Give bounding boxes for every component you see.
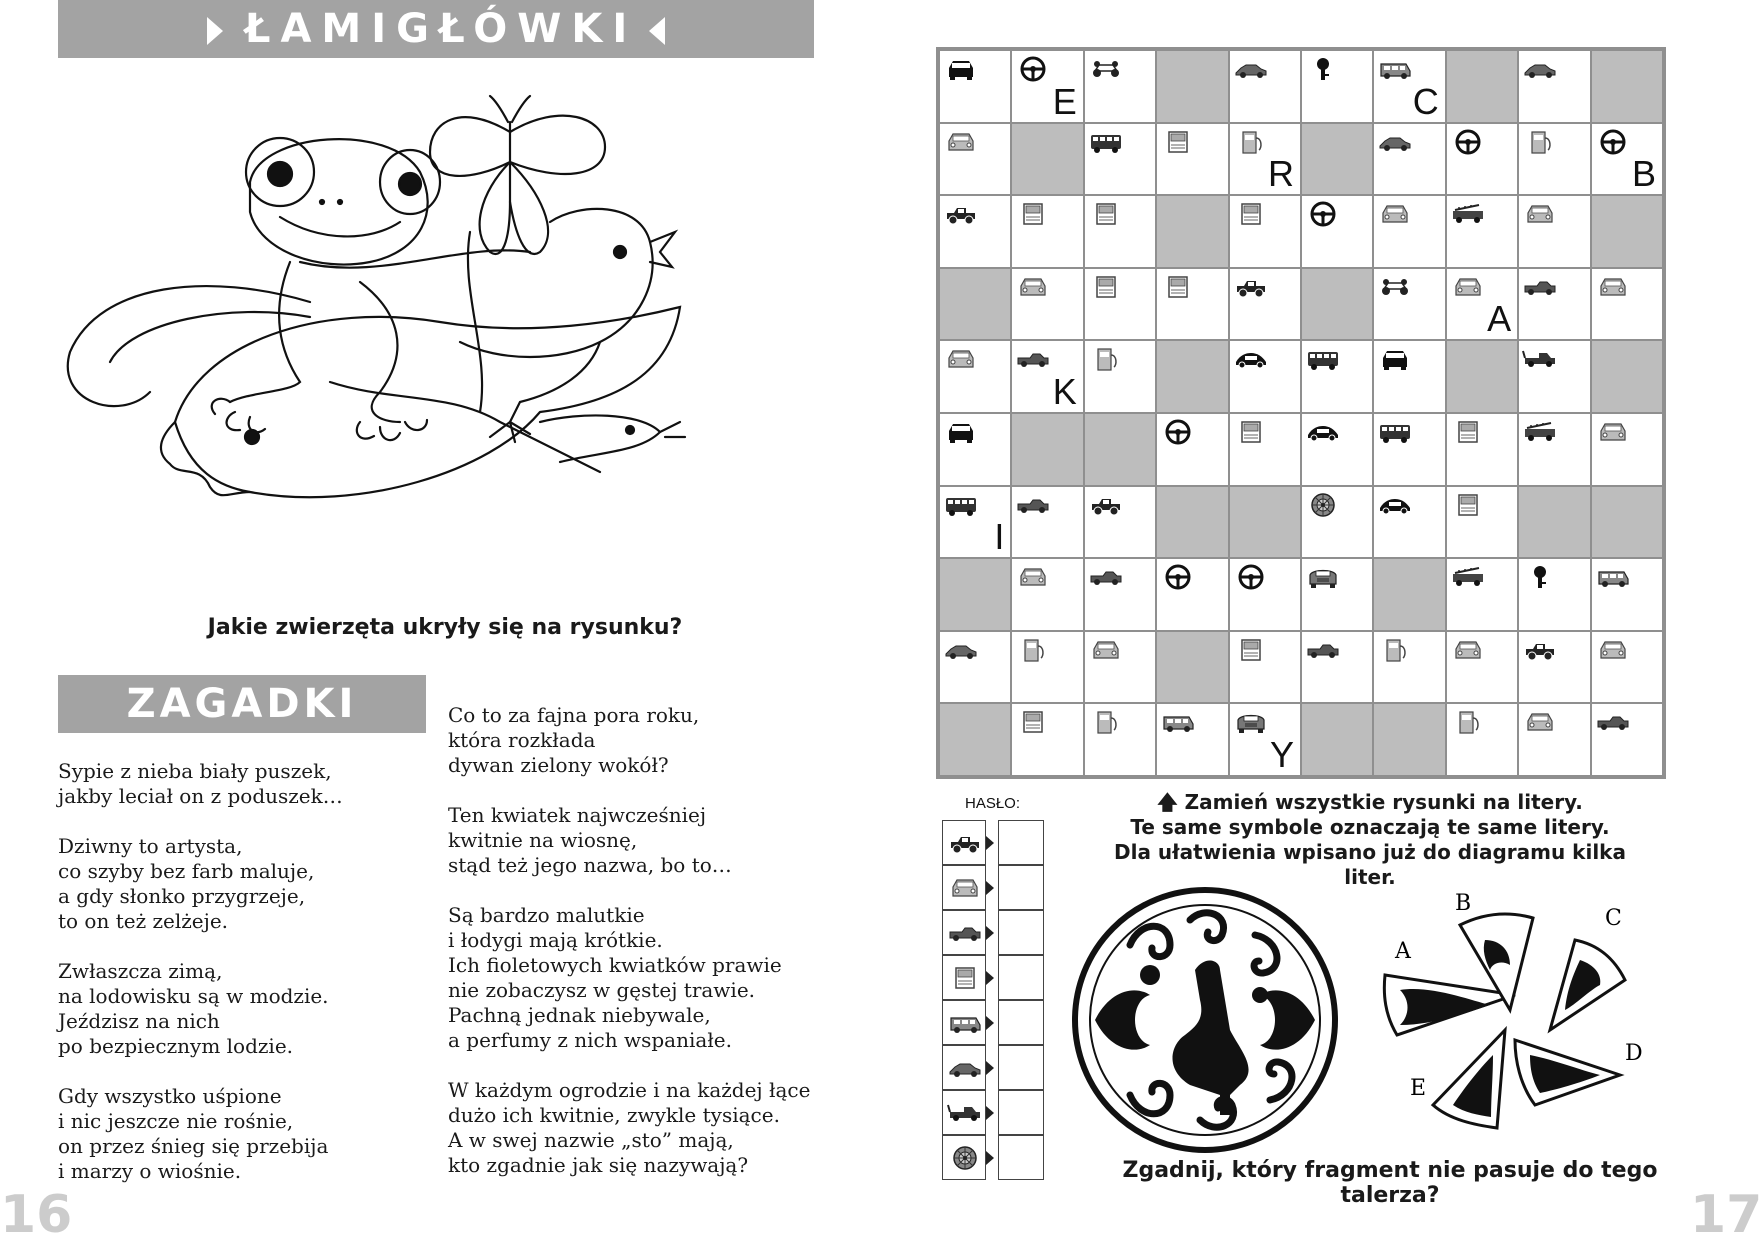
car-front-light-icon: [1016, 565, 1050, 589]
grid-cell-shaded: [1085, 414, 1155, 485]
truck-front-icon: [1016, 710, 1050, 734]
password-letter-box[interactable]: [998, 910, 1044, 955]
arrow-right-icon: [986, 971, 994, 985]
grid-cell: [1519, 414, 1589, 485]
grid-cell: [1085, 704, 1155, 775]
fuel-pump-icon: [1378, 638, 1412, 662]
old-car-icon: [1234, 710, 1268, 734]
jeep-icon: [1523, 638, 1557, 662]
plate-fragments: [1375, 880, 1685, 1140]
car-front-light-icon: [944, 347, 978, 371]
grid-cell-shaded: [1302, 124, 1372, 195]
grid-cell: [940, 414, 1010, 485]
triangle-left-icon: [649, 17, 665, 45]
password-symbol: [942, 910, 986, 955]
grid-letter: B: [1631, 153, 1656, 195]
rim-icon: [947, 1146, 983, 1170]
grid-cell: [1447, 414, 1517, 485]
grid-cell: [1302, 487, 1372, 558]
wheel-icon: [1234, 565, 1268, 589]
grid-cell-shaded: [1157, 632, 1227, 703]
grid-cell: [1012, 51, 1082, 122]
sedan-icon: [1523, 57, 1557, 81]
grid-cell: [1085, 487, 1155, 558]
truck-front-icon: [1161, 130, 1195, 154]
car-front-dark-icon: [944, 420, 978, 444]
pickup-icon: [1089, 565, 1123, 589]
grid-cell: [1447, 704, 1517, 775]
password-letter-box[interactable]: [998, 820, 1044, 865]
van-icon: [1161, 710, 1195, 734]
pickup-icon: [1016, 347, 1050, 371]
instruction-line: Dla ułatwienia wpisano już do diagramu kilka liter.: [1114, 840, 1626, 889]
pickup-icon: [1596, 710, 1630, 734]
password-row: [942, 820, 1044, 865]
rim-icon: [1306, 493, 1340, 517]
riddles-title: ZAGADKI: [58, 675, 426, 733]
instruction-line: Te same symbole oznaczają te same litery.: [1130, 815, 1610, 839]
grid-cell: [1374, 51, 1444, 122]
wheel-icon: [1016, 57, 1050, 81]
old-car-icon: [1306, 565, 1340, 589]
car-front-light-icon: [1523, 710, 1557, 734]
race-car-icon: [1306, 420, 1340, 444]
sedan-icon: [947, 1056, 983, 1080]
grid-cell: [1302, 341, 1372, 412]
password-letter-box[interactable]: [998, 1045, 1044, 1090]
password-row: [942, 1045, 1044, 1090]
grid-cell: [1230, 196, 1300, 267]
bus-icon: [1089, 130, 1123, 154]
car-front-dark-icon: [944, 57, 978, 81]
fuel-pump-icon: [1451, 710, 1485, 734]
grid-letter: K: [1052, 370, 1077, 412]
grid-cell: [1519, 124, 1589, 195]
grid-cell: [1447, 559, 1517, 630]
password-letter-box[interactable]: [998, 955, 1044, 1000]
car-front-light-icon: [1596, 275, 1630, 299]
truck-front-icon: [1234, 202, 1268, 226]
grid-cell-shaded: [1592, 487, 1662, 558]
grid-cell: [1447, 487, 1517, 558]
riddles-right-column: [448, 703, 828, 1203]
grid-letter: C: [1412, 80, 1439, 122]
grid-cell: [1302, 51, 1372, 122]
password-letter-box[interactable]: [998, 1000, 1044, 1045]
grid-cell: [1085, 632, 1155, 703]
grid-cell-shaded: [1592, 51, 1662, 122]
car-front-light-icon: [1596, 638, 1630, 662]
key-icon: [1306, 57, 1340, 81]
grid-cell: [1592, 269, 1662, 340]
grid-cell-shaded: [1157, 196, 1227, 267]
wheel-icon: [1451, 130, 1485, 154]
car-front-light-icon: [947, 876, 983, 900]
grid-cell: [940, 196, 1010, 267]
grid-cell-shaded: [1374, 704, 1444, 775]
password-row: [942, 1000, 1044, 1045]
page-title: ŁAMIGŁÓWKI: [244, 6, 638, 52]
grid-cell-shaded: [1157, 487, 1227, 558]
password-row: [942, 1090, 1044, 1135]
password-column: [942, 820, 1044, 1180]
race-car-icon: [1234, 347, 1268, 371]
grid-cell: [1519, 269, 1589, 340]
password-label: HASŁO:: [965, 795, 1021, 812]
grid-cell: [1592, 124, 1662, 195]
grid-cell: [1374, 124, 1444, 195]
password-symbol: [942, 820, 986, 865]
jeep-icon: [1089, 493, 1123, 517]
grid-cell: [1230, 632, 1300, 703]
riddle: Sypie z nieba biały puszek, jakby leciał on z poduszek…: [58, 759, 343, 808]
car-front-light-icon: [1451, 275, 1485, 299]
grid-cell: [1230, 704, 1300, 775]
sedan-icon: [1378, 130, 1412, 154]
arrow-right-icon: [986, 836, 994, 850]
password-letter-box[interactable]: [998, 1135, 1044, 1180]
plate-question: Zgadnij, który fragment nie pasuje do tego talerza?: [1122, 1158, 1658, 1208]
truck-front-icon: [1234, 638, 1268, 662]
pickup-icon: [947, 921, 983, 945]
riddle: Są bardzo malutkie i łodygi mają krótkie. Ich fioletowych kwiatków prawie nie zobaczysz w gęstej trawie. Pachną jednak niebywale, a perfumy z nich wspaniałe.: [448, 903, 782, 1052]
grid-cell-shaded: [1157, 51, 1227, 122]
grid-cell: [1374, 632, 1444, 703]
password-symbol: [942, 1045, 986, 1090]
car-front-light-icon: [1451, 638, 1485, 662]
grid-cell: [1085, 124, 1155, 195]
grid-cell: [1447, 632, 1517, 703]
grid-cell-shaded: [940, 704, 1010, 775]
grid-cell: [1157, 559, 1227, 630]
password-row: [942, 865, 1044, 910]
truck-front-icon: [947, 966, 983, 990]
password-symbol: [942, 1090, 986, 1135]
grid-letter: Y: [1269, 733, 1294, 775]
grid-letter: A: [1487, 298, 1512, 340]
grid-cell: [1012, 704, 1082, 775]
grid-cell-shaded: [1447, 341, 1517, 412]
grid-cell-shaded: [940, 269, 1010, 340]
password-symbol: [942, 865, 986, 910]
grid-cell-shaded: [1230, 487, 1300, 558]
grid-cell: [1230, 341, 1300, 412]
grid-cell: [1157, 269, 1227, 340]
grid-cell: [1230, 414, 1300, 485]
grid-cell: [940, 51, 1010, 122]
arrow-right-icon: [986, 1151, 994, 1165]
grid-cell: [1519, 51, 1589, 122]
grid-cell: [1012, 196, 1082, 267]
riddle: Gdy wszystko uśpione i nic jeszcze nie rośnie, on przez śnieg się przebija i marzy o wiośnie.: [58, 1084, 329, 1183]
race-car-icon: [1378, 493, 1412, 517]
pickup-icon: [1016, 493, 1050, 517]
bus-icon: [1378, 420, 1412, 444]
jeep-icon: [947, 831, 983, 855]
grid-cell: [1012, 632, 1082, 703]
arrow-right-icon: [986, 1106, 994, 1120]
page-number-right: 17: [1690, 1185, 1762, 1245]
jeep-icon: [944, 202, 978, 226]
grid-cell: [1519, 196, 1589, 267]
wheel-icon: [1161, 565, 1195, 589]
grid-cell-shaded: [940, 559, 1010, 630]
password-row: [942, 1135, 1044, 1180]
wheel-icon: [1596, 130, 1630, 154]
riddle: Dziwny to artysta, co szyby bez farb maluje, a gdy słonko przygrzeje, to on też zelżeje.: [58, 834, 315, 933]
password-letter-box[interactable]: [998, 865, 1044, 910]
fragment-label: E: [1410, 1076, 1427, 1101]
grid-cell: [1519, 559, 1589, 630]
grid-cell: [1374, 487, 1444, 558]
grid-cell: [1519, 341, 1589, 412]
grid-cell-shaded: [1157, 341, 1227, 412]
fuel-pump-icon: [1234, 130, 1268, 154]
pickup-icon: [1523, 275, 1557, 299]
riddle: W każdym ogrodzie i na każdej łące dużo ich kwitnie, zwykle tysiące. A w swej nazwie „sto” mają, kto zgadnie jak się nazywają?: [448, 1078, 811, 1177]
fuel-pump-icon: [1089, 710, 1123, 734]
grid-cell: [940, 487, 1010, 558]
grid-cell: [1230, 124, 1300, 195]
fire-truck-icon: [1451, 202, 1485, 226]
wheel-icon: [1161, 420, 1195, 444]
grid-cell-shaded: [1302, 269, 1372, 340]
grid-cell: [1012, 269, 1082, 340]
password-row: [942, 910, 1044, 955]
buggy-icon: [1089, 57, 1123, 81]
grid-cell: [1302, 632, 1372, 703]
car-front-light-icon: [1596, 420, 1630, 444]
arrow-right-icon: [986, 881, 994, 895]
grid-cell: [1374, 196, 1444, 267]
riddles-left-column: [58, 759, 418, 1209]
sedan-icon: [944, 638, 978, 662]
pickup-icon: [1306, 638, 1340, 662]
truck-front-icon: [1234, 420, 1268, 444]
car-front-light-icon: [1378, 202, 1412, 226]
triangle-right-icon: [207, 17, 223, 45]
grid-cell: [1085, 196, 1155, 267]
grid-cell: [1230, 51, 1300, 122]
password-letter-box[interactable]: [998, 1090, 1044, 1135]
car-front-dark-icon: [1378, 347, 1412, 371]
fragment-label: B: [1455, 891, 1472, 916]
car-front-light-icon: [1523, 202, 1557, 226]
grid-cell: [1374, 414, 1444, 485]
grid-letter: I: [994, 516, 1005, 558]
car-front-light-icon: [944, 130, 978, 154]
password-row: [942, 955, 1044, 1000]
password-symbol: [942, 955, 986, 1000]
fire-truck-icon: [1451, 565, 1485, 589]
grid-cell: [1592, 414, 1662, 485]
page-number-left: 16: [0, 1185, 73, 1245]
fragment-label: A: [1395, 939, 1411, 964]
decorated-plate: [1070, 885, 1340, 1155]
hidden-animals-drawing: [60, 92, 780, 592]
grid-cell-shaded: [1012, 414, 1082, 485]
grid-cell: [1592, 704, 1662, 775]
fuel-pump-icon: [1089, 347, 1123, 371]
grid-cell: [1085, 269, 1155, 340]
car-front-light-icon: [1016, 275, 1050, 299]
bus-icon: [1306, 347, 1340, 371]
grid-cell-shaded: [1447, 51, 1517, 122]
riddle: Zwłaszcza zimą, na lodowisku są w modzie. Jeździsz na nich po bezpiecznym lodzie.: [58, 959, 329, 1058]
grid-cell: [1519, 704, 1589, 775]
grid-cell: [940, 632, 1010, 703]
van-icon: [1596, 565, 1630, 589]
grid-cell: [1592, 632, 1662, 703]
car-front-light-icon: [1089, 638, 1123, 662]
fuel-pump-icon: [1523, 130, 1557, 154]
bus-icon: [944, 493, 978, 517]
grid-letter: E: [1052, 80, 1077, 122]
fragment-label: C: [1605, 906, 1622, 931]
grid-cell: [940, 341, 1010, 412]
grid-cell-shaded: [1592, 341, 1662, 412]
grid-cell-shaded: [1519, 487, 1589, 558]
tow-truck-icon: [1523, 347, 1557, 371]
truck-front-icon: [1089, 275, 1123, 299]
wheel-icon: [1306, 202, 1340, 226]
title-banner: [58, 0, 814, 58]
grid-cell: [1302, 414, 1372, 485]
drawing-question: Jakie zwierzęta ukryły się na rysunku?: [207, 615, 683, 640]
grid-cell-shaded: [1302, 704, 1372, 775]
grid-cell: [1447, 269, 1517, 340]
grid-cell-shaded: [1012, 124, 1082, 195]
truck-front-icon: [1451, 420, 1485, 444]
crossword-instructions: [1090, 790, 1650, 890]
truck-front-icon: [1016, 202, 1050, 226]
grid-cell: [1012, 559, 1082, 630]
password-symbol: [942, 1135, 986, 1180]
grid-cell: [1085, 341, 1155, 412]
grid-cell: [1302, 559, 1372, 630]
grid-cell-shaded: [1374, 559, 1444, 630]
grid-cell: [1157, 414, 1227, 485]
van-icon: [947, 1011, 983, 1035]
grid-cell: [1085, 51, 1155, 122]
grid-cell: [1085, 559, 1155, 630]
grid-letter: R: [1268, 153, 1294, 195]
fire-truck-icon: [1523, 420, 1557, 444]
fuel-pump-icon: [1016, 638, 1050, 662]
grid-cell: [1157, 704, 1227, 775]
grid-cell: [940, 124, 1010, 195]
truck-front-icon: [1451, 493, 1485, 517]
grid-cell: [1374, 269, 1444, 340]
picture-crossword-grid: [936, 47, 1666, 779]
grid-cell: [1230, 269, 1300, 340]
arrow-right-icon: [986, 926, 994, 940]
grid-cell: [1230, 559, 1300, 630]
key-icon: [1523, 565, 1557, 589]
arrow-right-icon: [986, 1061, 994, 1075]
grid-cell: [1447, 196, 1517, 267]
grid-cell: [1157, 124, 1227, 195]
grid-cell: [1447, 124, 1517, 195]
grid-cell-shaded: [1592, 196, 1662, 267]
grid-cell: [1519, 632, 1589, 703]
grid-cell: [1374, 341, 1444, 412]
riddle: Co to za fajna pora roku, która rozkłada dywan zielony wokół?: [448, 703, 700, 777]
grid-cell: [1302, 196, 1372, 267]
grid-cell: [1012, 487, 1082, 558]
grid-cell: [1592, 559, 1662, 630]
grid-cell: [1012, 341, 1082, 412]
password-symbol: [942, 1000, 986, 1045]
buggy-icon: [1378, 275, 1412, 299]
arrow-right-icon: [986, 1016, 994, 1030]
fragment-label: D: [1625, 1041, 1643, 1066]
van-icon: [1378, 57, 1412, 81]
riddle: Ten kwiatek najwcześniej kwitnie na wiosnę, stąd też jego nazwa, bo to…: [448, 803, 732, 877]
truck-front-icon: [1089, 202, 1123, 226]
truck-front-icon: [1161, 275, 1195, 299]
jeep-icon: [1234, 275, 1268, 299]
instruction-line: 🡅 Zamień wszystkie rysunki na litery.: [1157, 790, 1583, 814]
sedan-icon: [1234, 57, 1268, 81]
tow-truck-icon: [947, 1101, 983, 1125]
